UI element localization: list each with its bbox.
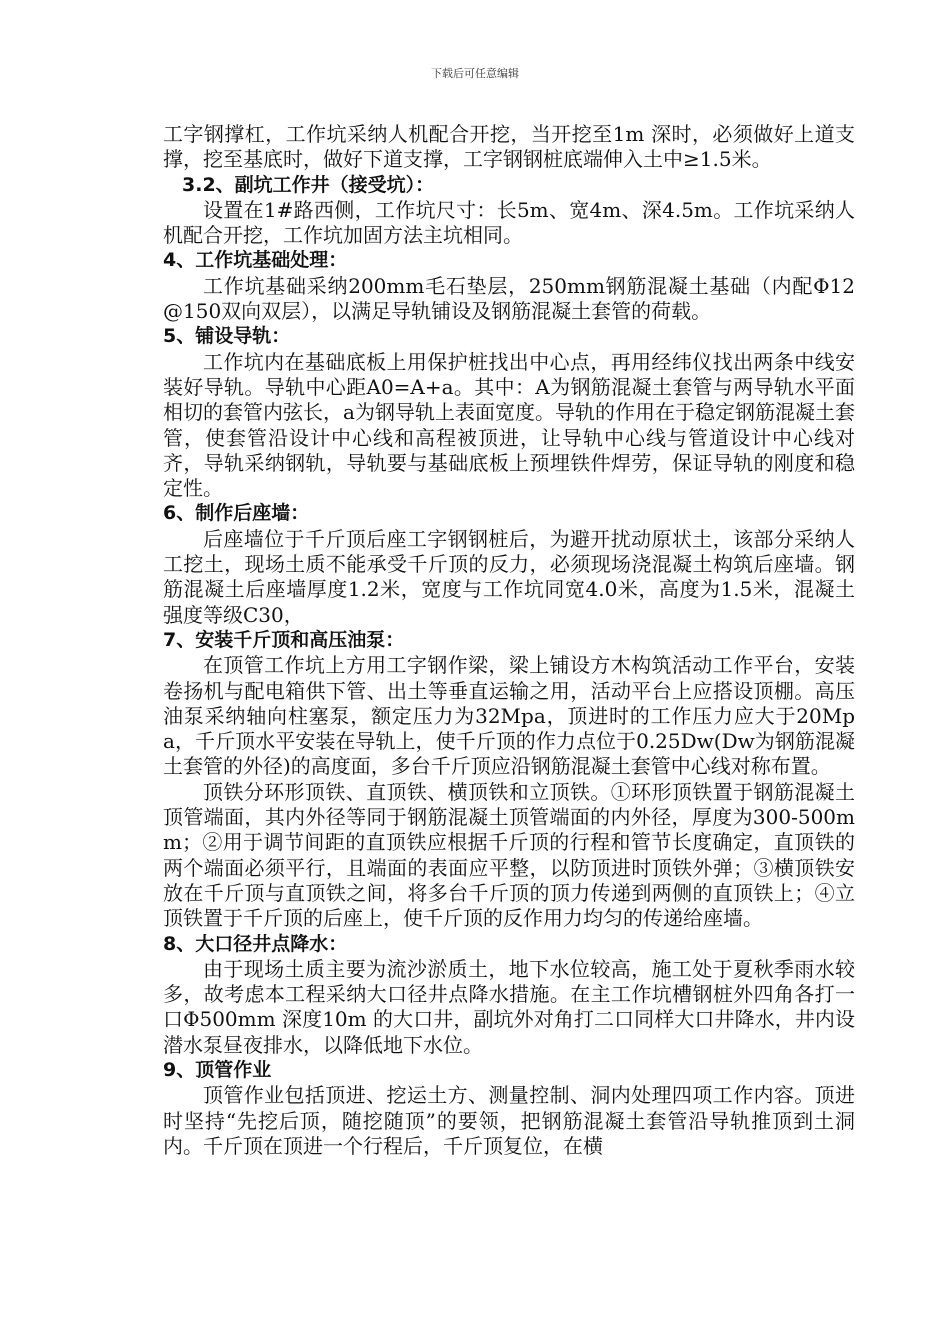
body-paragraph: 顶铁分环形顶铁、直顶铁、横顶铁和立顶铁。①环形顶铁置于钢筋混凝土顶管端面，其内外径等同于钢筋混凝土顶管端面的内外径，厚度为300-500mm；②用于调节间距的直顶铁应根据千斤顶的行程和管节长度确定，直顶铁的两个端面必须平行，且端面的表面应平整，以防顶进时顶铁外弹；③横顶铁安放在千斤顶与直顶铁之间，将多台千斤顶的顶力传递到两侧的直顶铁上；④立顶铁置于千斤顶的后座上，使千斤顶的反作用力均匀的传递给座墙。	[163, 779, 855, 931]
section-heading-7: 7、安装千斤顶和高压油泵：	[163, 628, 405, 651]
body-paragraph: 工字钢撑杠，工作坑采纳人机配合开挖，当开挖至1m 深时，必须做好上道支撑，挖至基底时，做好下道支撑，工字钢钢桩底端伸入土中≥1.5米。	[163, 122, 855, 172]
section-heading-5: 5、铺设导轨：	[163, 325, 291, 348]
section-heading-6: 6、制作后座墙：	[163, 502, 310, 525]
body-paragraph: 顶管作业包括顶进、挖运土方、测量控制、洞内处理四项工作内容。顶进时坚持“先挖后顶，随挖随顶”的要领，把钢筋混凝土套管沿导轨推顶到土洞内。千斤顶在顶进一个行程后，千斤顶复位，在横	[163, 1083, 855, 1158]
section-heading-9: 9、顶管作业	[163, 1058, 272, 1081]
body-paragraph: 由于现场土质主要为流沙淤质土，地下水位较高，施工处于夏秋季雨水较多，故考虑本工程采纳大口径井点降水措施。在主工作坑槽钢桩外四角各打一口Φ500mm 深度10m 的大口井，副坑外对角打二口同样大口井降水，井内设潜水泵昼夜排水，以降低地下水位。	[163, 956, 855, 1057]
body-paragraph: 在顶管工作坑上方用工字钢作梁，梁上铺设方木构筑活动工作平台，安装卷扬机与配电箱供下管、出土等垂直运输之用，活动平台上应搭设顶棚。高压油泵采纳轴向柱塞泵，额定压力为32Mpa，顶进时的工作压力应大于20Mpa，千斤顶水平安装在导轨上，使千斤顶的作力点位于0.25Dw(Dw为钢筋混凝土套管的外径)的高度面，多台千斤顶应沿钢筋混凝土套管中心线对称布置。	[163, 653, 855, 779]
document-body	[163, 122, 855, 1159]
section-heading-3-2: 3.2、副坑工作井（接受坑）：	[182, 173, 435, 196]
body-paragraph: 工作坑基础采纳200mm毛石垫层，250mm钢筋混凝土基础（内配Φ12@150双向双层），以满足导轨铺设及钢筋混凝土套管的荷载。	[163, 273, 855, 324]
section-heading-8: 8、大口径井点降水：	[163, 932, 348, 955]
body-paragraph: 设置在1#路西侧，工作坑尺寸：长5m、宽4m、深4.5m。工作坑采纳人机配合开挖，工作坑加固方法主坑相同。	[163, 197, 855, 248]
section-heading-4: 4、工作坑基础处理：	[163, 249, 348, 272]
body-paragraph: 工作坑内在基础底板上用保护桩找出中心点，再用经纬仪找出两条中线安装好导轨。导轨中心距A0=A+a。其中：A为钢筋混凝土套管与两导轨水平面相切的套管内弦长，a为钢导轨上表面宽度。导轨的作用在于稳定钢筋混凝土套管，使套管沿设计中心线和高程被顶进，让导轨中心线与管道设计中心线对齐，导轨采纳钢轨，导轨要与基础底板上预埋铁件焊劳，保证导轨的刚度和稳定性。	[163, 349, 855, 501]
body-paragraph: 后座墙位于千斤顶后座工字钢钢桩后，为避开扰动原状土，该部分采纳人工挖土，现场土质不能承受千斤顶的反力，必须现场浇混凝土构筑后座墙。钢筋混凝土后座墙厚度1.2米，宽度与工作坑同宽4.0米，高度为1.5米，混凝土强度等级C30，	[163, 526, 855, 627]
page-header: 下载后可任意编辑	[431, 67, 519, 80]
